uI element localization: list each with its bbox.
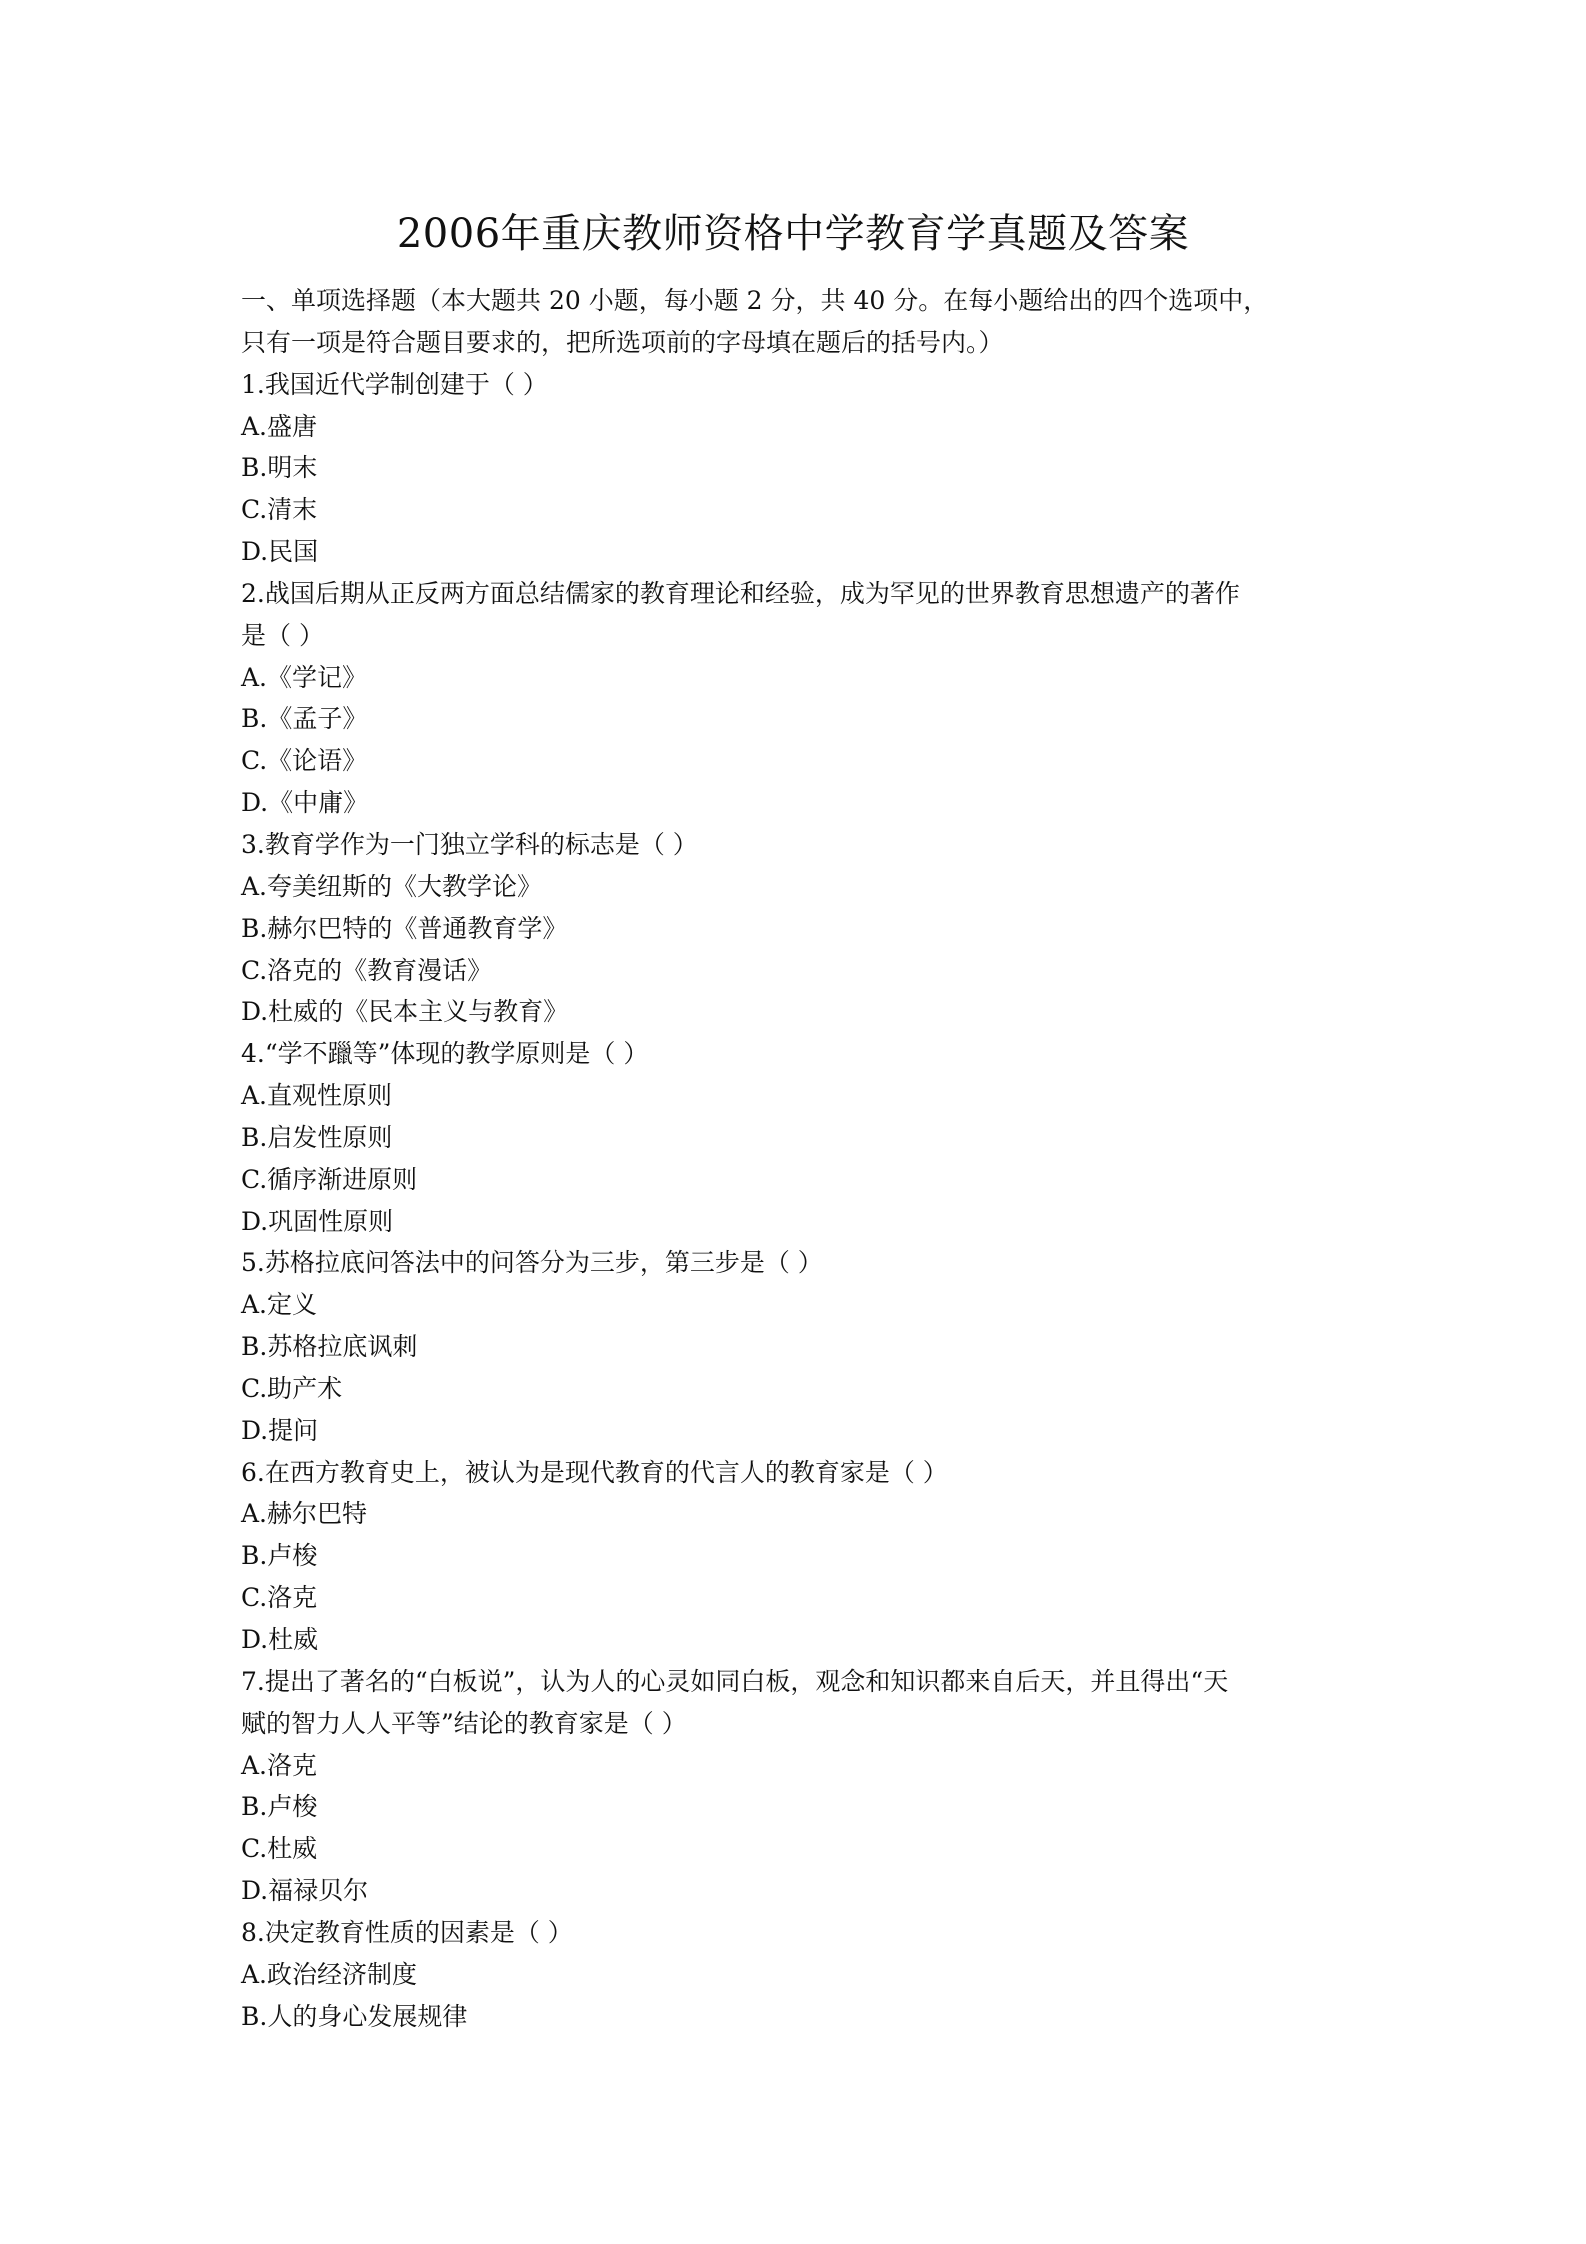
answer-option: C.助产术 — [241, 1373, 343, 1403]
answer-option: C.洛克 — [241, 1583, 318, 1613]
answer-option: A.洛克 — [241, 1750, 318, 1780]
section-heading-line-2: 只有一项是符合题目要求的，把所选项前的字母填在题后的括号内。） — [241, 327, 1004, 357]
answer-option: B.卢梭 — [241, 1792, 318, 1822]
answer-option: B.启发性原则 — [241, 1122, 393, 1152]
question-item — [241, 824, 1361, 1033]
answer-option: A.盛唐 — [241, 411, 318, 441]
section-heading-line-1: 一、单项选择题（本大题共 20 小题，每小题 2 分，共 40 分。在每小题给出的四个选项中， — [241, 286, 1269, 315]
answer-option: C.洛克的《教育漫话》 — [241, 955, 493, 985]
question-stem: 2.战国后期从正反两方面总结儒家的教育理论和经验，成为罕见的世界教育思想遗产的著作 — [241, 578, 1240, 608]
answer-option: D.巩固性原则 — [241, 1206, 394, 1236]
answer-option: D.杜威的《民本主义与教育》 — [241, 997, 569, 1027]
answer-option: A.赫尔巴特 — [241, 1499, 368, 1529]
answer-option: D.福禄贝尔 — [241, 1876, 369, 1906]
answer-option: C.杜威 — [241, 1834, 318, 1864]
question-item — [241, 1242, 1361, 1451]
question-stem: 4.“学不躐等”体现的教学原则是（ ） — [241, 1039, 649, 1069]
answer-option: B.苏格拉底讽刺 — [241, 1332, 418, 1362]
answer-option: A.夸美纽斯的《大教学论》 — [241, 871, 543, 901]
answer-option: A.《学记》 — [241, 662, 368, 692]
question-stem: 是（ ） — [241, 620, 324, 650]
answer-option: B.赫尔巴特的《普通教育学》 — [241, 913, 568, 943]
question-stem: 6.在西方教育史上，被认为是现代教育的代言人的教育家是（ ） — [241, 1457, 948, 1487]
answer-option: B.明末 — [241, 453, 318, 483]
answer-option: B.卢梭 — [241, 1541, 318, 1571]
answer-option: C.《论语》 — [241, 746, 368, 776]
question-item — [241, 1661, 1361, 1912]
question-item — [241, 1452, 1361, 1661]
answer-option: A.政治经济制度 — [241, 1959, 418, 1989]
question-item — [241, 573, 1361, 824]
document-body — [241, 280, 1361, 2037]
question-stem: 1.我国近代学制创建于（ ） — [241, 369, 548, 399]
answer-option: D.提问 — [241, 1415, 319, 1445]
question-item — [241, 1033, 1361, 1242]
answer-option: C.清末 — [241, 495, 318, 525]
question-stem: 3.教育学作为一门独立学科的标志是（ ） — [241, 829, 698, 859]
question-item — [241, 364, 1361, 573]
question-list — [241, 364, 1361, 2038]
question-stem: 5.苏格拉底问答法中的问答分为三步，第三步是（ ） — [241, 1248, 823, 1278]
answer-option: B.人的身心发展规律 — [241, 2001, 468, 2031]
answer-option: A.定义 — [241, 1290, 318, 1320]
question-stem: 7.提出了著名的“白板说”，认为人的心灵如同白板，观念和知识都来自后天，并且得出“天 — [241, 1666, 1229, 1696]
answer-option: D.杜威 — [241, 1625, 319, 1654]
answer-option: D.民国 — [241, 537, 319, 567]
question-stem: 8.决定教育性质的因素是（ ） — [241, 1917, 573, 1947]
question-stem: 赋的智力人人平等”结论的教育家是（ ） — [241, 1708, 687, 1738]
answer-option: A.直观性原则 — [241, 1081, 393, 1111]
answer-option: C.循序渐进原则 — [241, 1164, 418, 1194]
answer-option: D.《中庸》 — [241, 788, 369, 818]
document-title: 2006年重庆教师资格中学教育学真题及答案 — [396, 211, 1190, 257]
answer-option: B.《孟子》 — [241, 704, 368, 734]
question-item — [241, 1912, 1361, 2038]
